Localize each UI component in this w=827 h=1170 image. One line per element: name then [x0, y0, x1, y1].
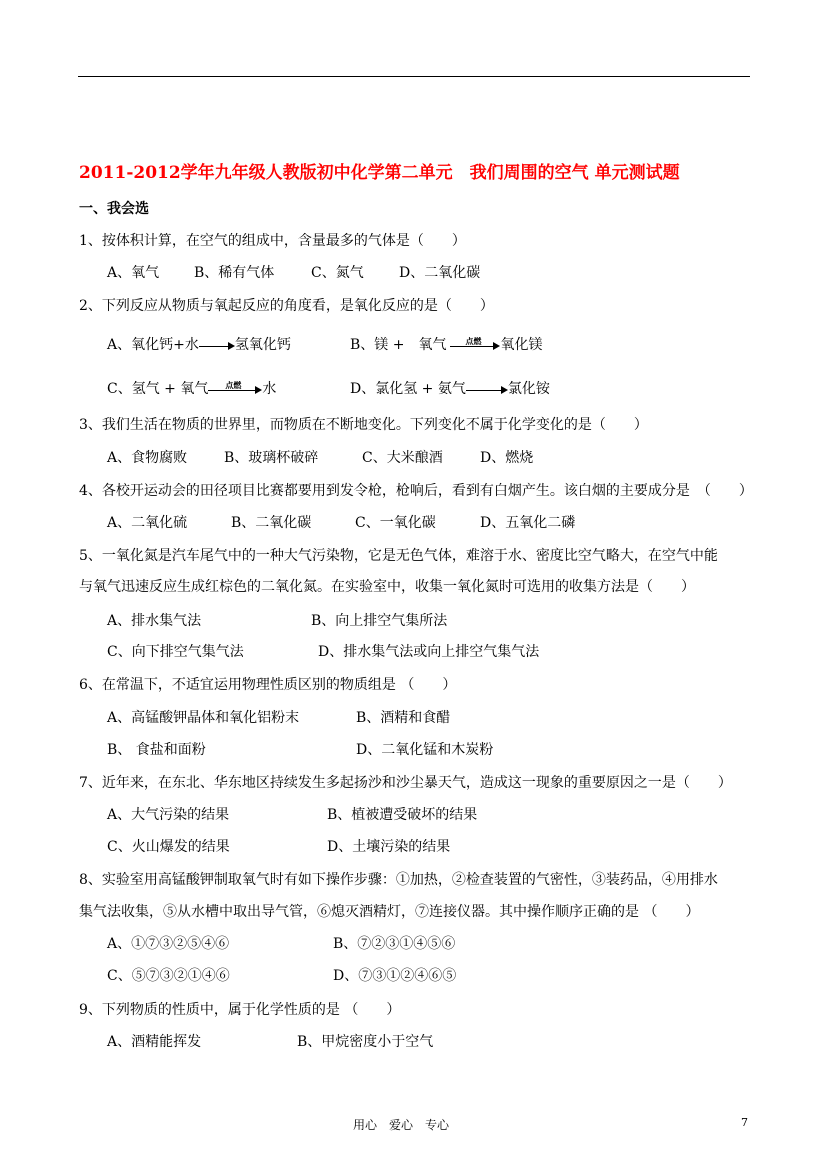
reaction-arrow-icon [208, 382, 262, 396]
q2-a-reactants: A、氧化钙+水 [107, 337, 199, 353]
q2-option-b [350, 336, 542, 354]
q6-option-b: B、酒精和食醋 [356, 710, 451, 726]
q2-d-product: 氯化铵 [507, 381, 550, 397]
q4-option-d: D、五氧化二磷 [480, 515, 576, 531]
question-6: 6、在常温下，不适宜运用物理性质区别的物质组是 （ ） [79, 677, 457, 693]
q2-c-reactants: C、氢气 + 氧气 [107, 381, 209, 397]
q2-option-d [350, 380, 550, 398]
q7-option-a: A、大气污染的结果 [107, 807, 230, 823]
q3-option-d: D、燃烧 [480, 450, 534, 466]
question-8-line-2: 集气法收集，⑤从水槽中取出导气管，⑥熄灭酒精灯，⑦连接仪器。其中操作顺序正确的是 （ ） [79, 904, 700, 920]
q8-option-a: A、①⑦③②⑤④⑥ [107, 936, 230, 952]
q2-option-c [107, 380, 276, 398]
q5-option-a: A、排水集气法 [107, 613, 202, 629]
q2-d-reactants: D、氯化氢 + 氨气 [350, 381, 466, 397]
q7-option-c: C、火山爆发的结果 [107, 839, 230, 855]
q1-option-a: A、氧气 [107, 265, 160, 281]
q4-option-c: C、一氧化碳 [355, 515, 436, 531]
q1-option-d: D、二氧化碳 [399, 265, 481, 281]
question-7: 7、近年来，在东北、华东地区持续发生多起扬沙和沙尘暴天气，造成这一现象的重要原因之一是（ ） [79, 775, 732, 791]
q2-b-reactants: B、镁 + 氧气 [350, 337, 447, 353]
page-title: 2011-2012学年九年级人教版初中化学第二单元 我们周围的空气 单元测试题 [79, 163, 680, 183]
q6-option-d: D、二氧化锰和木炭粉 [356, 742, 494, 758]
q5-option-b: B、向上排空气集所法 [311, 613, 448, 629]
q4-option-b: B、二氧化碳 [231, 515, 312, 531]
q2-b-condition: 点燃 [465, 336, 482, 346]
page-number: 7 [741, 1116, 748, 1129]
q2-option-a [107, 336, 291, 354]
reaction-arrow-icon [450, 338, 500, 352]
q2-c-product: 水 [262, 381, 277, 397]
question-9: 9、下列物质的性质中，属于化学性质的是 （ ） [79, 1002, 401, 1018]
q7-option-b: B、植被遭受破坏的结果 [327, 807, 478, 823]
question-1: 1、按体积计算，在空气的组成中，含量最多的气体是（ ） [79, 233, 466, 249]
q1-option-b: B、稀有气体 [194, 265, 275, 281]
question-3: 3、我们生活在物质的世界里，而物质在不断地变化。下列变化不属于化学变化的是（ ） [79, 417, 648, 433]
reaction-arrow-icon [466, 382, 508, 396]
q2-c-condition: 点燃 [225, 380, 242, 390]
q2-b-product: 氧化镁 [500, 337, 543, 353]
q5-option-c: C、向下排空气集气法 [107, 644, 244, 660]
q3-option-b: B、玻璃杯破碎 [224, 450, 319, 466]
q5-option-d: D、排水集气法或向上排空气集气法 [318, 644, 540, 660]
q7-option-d: D、土壤污染的结果 [327, 839, 451, 855]
q8-option-d: D、⑦③①②④⑥⑤ [333, 968, 457, 984]
question-5-line-2: 与氧气迅速反应生成红棕色的二氧化氮。在实验室中，收集一氧化氮时可选用的收集方法是（ ） [79, 579, 695, 595]
q9-option-a: A、酒精能挥发 [107, 1034, 202, 1050]
q3-option-c: C、大米酿酒 [362, 450, 443, 466]
page-footer: 用心 爱心 专心 [353, 1118, 450, 1132]
question-2: 2、下列反应从物质与氧起反应的角度看，是氧化反应的是（ ） [79, 298, 494, 314]
q6-option-c: B、 食盐和面粉 [107, 742, 206, 758]
question-8-line-1: 8、实验室用高锰酸钾制取氧气时有如下操作步骤：①加热，②检查装置的气密性，③装药品，④用排水 [79, 872, 718, 888]
reaction-arrow-icon [199, 338, 235, 352]
question-5-line-1: 5、一氧化氮是汽车尾气中的一种大气污染物，它是无色气体，难溶于水、密度比空气略大，在空气中能 [79, 548, 718, 564]
header-rule [78, 76, 750, 77]
q2-a-product: 氢氧化钙 [234, 337, 291, 353]
question-4: 4、各校开运动会的田径项目比赛都要用到发令枪，枪响后，看到有白烟产生。该白烟的主要成分是 （ ） [79, 483, 753, 499]
q8-option-b: B、⑦②③①④⑤⑥ [333, 936, 456, 952]
q8-option-c: C、⑤⑦③②①④⑥ [107, 968, 230, 984]
q3-option-a: A、食物腐败 [107, 450, 188, 466]
section-heading: 一、我会选 [79, 201, 149, 217]
q9-option-b: B、甲烷密度小于空气 [297, 1034, 434, 1050]
q6-option-a: A、高锰酸钾晶体和氧化铝粉末 [107, 710, 300, 726]
q4-option-a: A、二氧化硫 [107, 515, 188, 531]
q1-option-c: C、氮气 [311, 265, 364, 281]
